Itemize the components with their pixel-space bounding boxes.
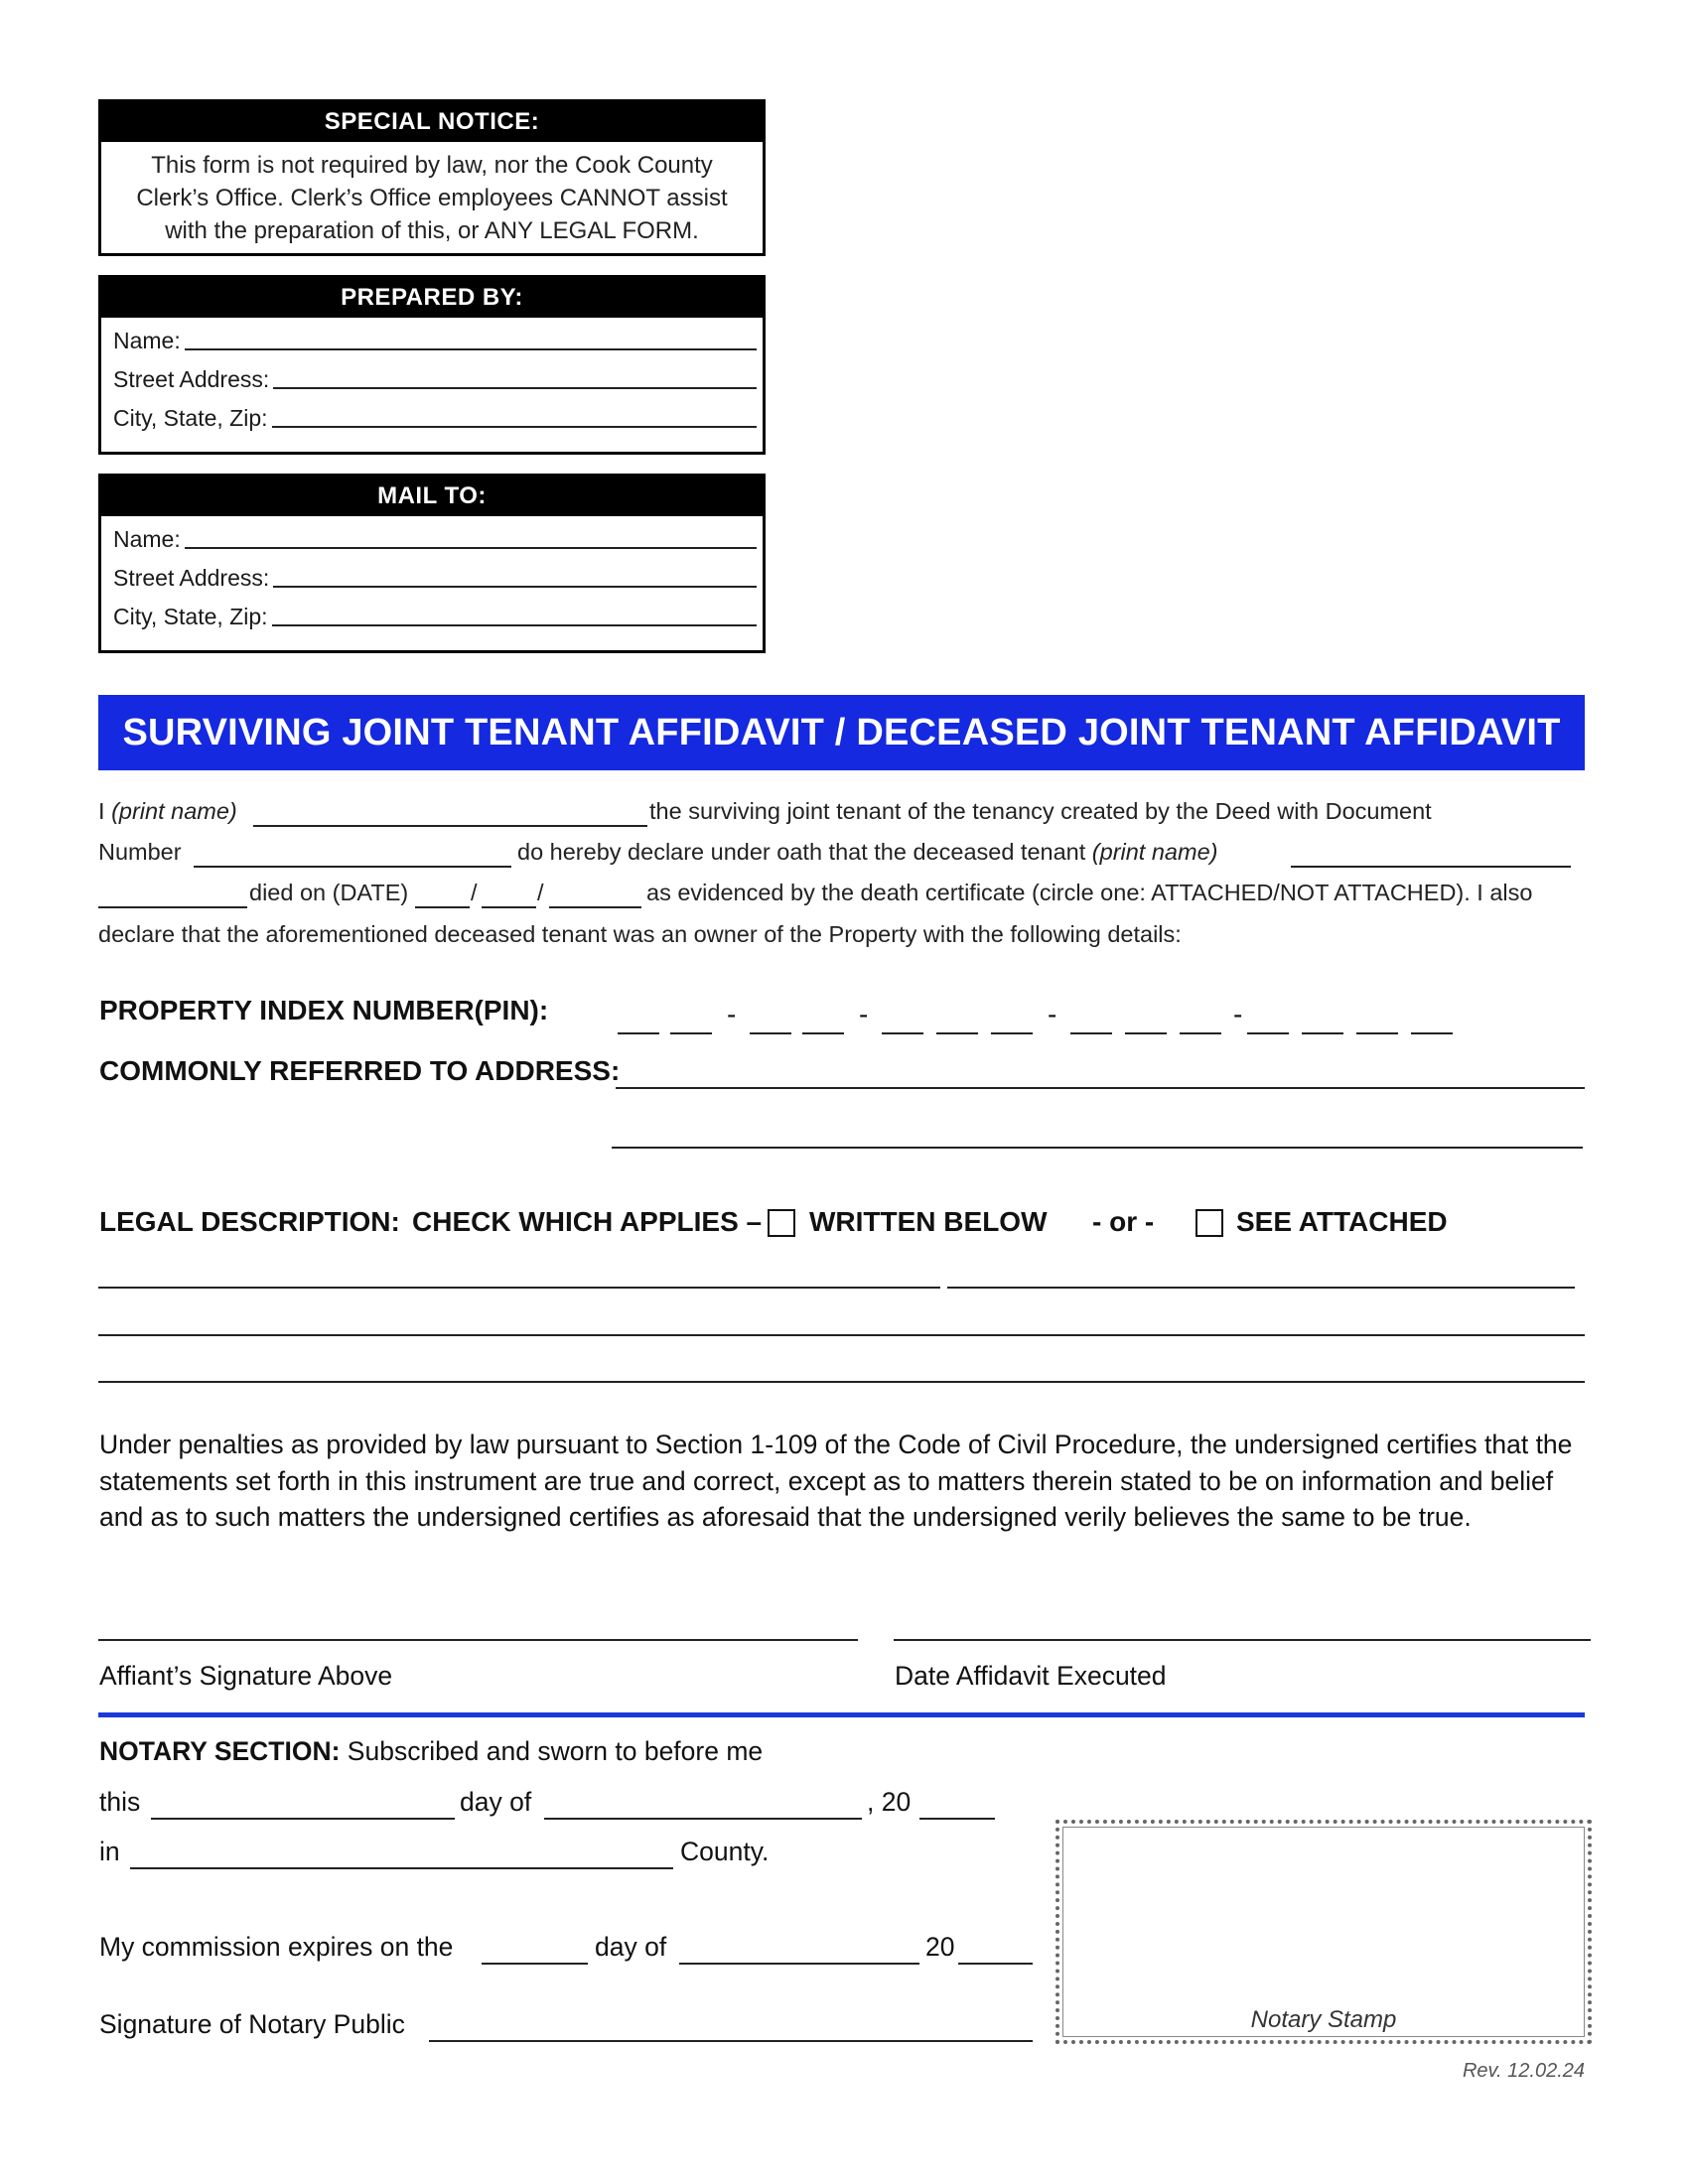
pin-digit[interactable] bbox=[670, 1032, 712, 1034]
commission-day-field[interactable] bbox=[482, 1963, 588, 1965]
notary-comma-20: , 20 bbox=[867, 1787, 912, 1817]
notary-stamp-box bbox=[1055, 1820, 1592, 2044]
special-notice-line: with the preparation of this, or ANY LEGAL FORM. bbox=[165, 217, 699, 244]
special-notice-box bbox=[98, 99, 766, 256]
date-slash-1: / bbox=[471, 880, 478, 905]
commission-year-field[interactable] bbox=[958, 1963, 1033, 1965]
decl-line2-text: do hereby declare under oath that the deceased tenant bbox=[517, 839, 1092, 865]
deceased-tenant-name-field-cont[interactable] bbox=[98, 906, 247, 908]
mail-to-name-row bbox=[101, 516, 763, 555]
see-attached-label: SEE ATTACHED bbox=[1236, 1206, 1448, 1237]
pin-dash: - bbox=[1048, 999, 1057, 1029]
decl-print-name-1: (print name) bbox=[111, 798, 237, 824]
decl-line3-rest: as evidenced by the death certificate (circle one: ATTACHED/NOT ATTACHED). I also bbox=[646, 880, 1533, 905]
mail-to-box bbox=[98, 474, 766, 653]
pin-dash: - bbox=[727, 999, 737, 1029]
legal-description-line[interactable] bbox=[947, 1287, 1575, 1289]
notary-commission-label: My commission expires on the bbox=[99, 1932, 454, 1962]
pin-digit[interactable] bbox=[1302, 1032, 1343, 1034]
mail-to-city-field[interactable] bbox=[272, 624, 757, 626]
commission-month-field[interactable] bbox=[679, 1963, 919, 1965]
pin-dash: - bbox=[859, 999, 869, 1029]
revision-label: Rev. 12.02.24 bbox=[1462, 2060, 1585, 2082]
decl-line4: declare that the aforementioned deceased tenant was an owner of the Property with the following details: bbox=[98, 921, 1182, 947]
written-below-label: WRITTEN BELOW bbox=[809, 1206, 1048, 1237]
pin-digit[interactable] bbox=[618, 1032, 659, 1034]
form-title-banner: SURVIVING JOINT TENANT AFFIDAVIT / DECEASED JOINT TENANT AFFIDAVIT bbox=[98, 695, 1585, 770]
mail-to-street-row bbox=[101, 555, 763, 594]
date-slash-2: / bbox=[537, 880, 544, 905]
date-executed-field[interactable] bbox=[894, 1639, 1591, 1641]
death-date-month-field[interactable] bbox=[415, 906, 470, 908]
document-number-field[interactable] bbox=[194, 866, 511, 868]
prepared-by-street-label: Street Address: bbox=[113, 366, 270, 392]
prepared-by-street-field[interactable] bbox=[273, 387, 757, 389]
notary-signature-label: Signature of Notary Public bbox=[99, 2009, 405, 2039]
mail-to-title: MAIL TO: bbox=[101, 477, 763, 516]
prepared-by-name-field[interactable] bbox=[185, 348, 757, 350]
special-notice-line: This form is not required by law, nor the Cook County bbox=[151, 152, 713, 179]
section-divider bbox=[98, 1712, 1585, 1717]
decl-i: I bbox=[98, 798, 112, 824]
check-which-applies: CHECK WHICH APPLIES – bbox=[412, 1206, 763, 1237]
affiant-signature-field[interactable] bbox=[98, 1639, 858, 1641]
prepared-by-name-row bbox=[101, 318, 763, 356]
pin-dash: - bbox=[1233, 999, 1243, 1029]
commission-20: 20 bbox=[925, 1932, 955, 1962]
legal-description-label: LEGAL DESCRIPTION: bbox=[99, 1206, 400, 1237]
written-below-checkbox[interactable] bbox=[768, 1209, 795, 1237]
notary-county-field[interactable] bbox=[130, 1867, 673, 1869]
legal-description-line[interactable] bbox=[98, 1334, 1585, 1336]
decl-died-on: died on (DATE) bbox=[249, 880, 409, 905]
address-field-line1[interactable] bbox=[616, 1087, 1585, 1089]
notary-month-field[interactable] bbox=[544, 1818, 862, 1820]
pin-digit[interactable] bbox=[1180, 1032, 1221, 1034]
pin-digit[interactable] bbox=[1411, 1032, 1453, 1034]
mail-to-street-label: Street Address: bbox=[113, 565, 270, 591]
death-date-day-field[interactable] bbox=[482, 906, 536, 908]
address-label: COMMONLY REFERRED TO ADDRESS: bbox=[99, 1055, 621, 1086]
mail-to-city-row bbox=[101, 594, 763, 632]
notary-heading bbox=[99, 1736, 763, 1767]
decl-print-name-2: (print name) bbox=[1091, 839, 1218, 865]
decl-line1-start bbox=[98, 798, 237, 825]
legal-description-line[interactable] bbox=[98, 1287, 940, 1289]
decl-number-label: Number bbox=[98, 839, 182, 865]
prepared-by-box bbox=[98, 275, 766, 455]
notary-day-of: day of bbox=[460, 1787, 532, 1817]
pin-digit[interactable] bbox=[1356, 1032, 1398, 1034]
deceased-tenant-name-field[interactable] bbox=[1291, 866, 1571, 868]
surviving-tenant-name-field[interactable] bbox=[253, 825, 647, 827]
mail-to-city-label: City, State, Zip: bbox=[113, 604, 268, 629]
prepared-by-city-row bbox=[101, 395, 763, 434]
death-date-year-field[interactable] bbox=[549, 906, 641, 908]
notary-day-field[interactable] bbox=[151, 1818, 455, 1820]
prepared-by-name-label: Name: bbox=[113, 328, 181, 353]
mail-to-name-label: Name: bbox=[113, 526, 181, 552]
pin-label: PROPERTY INDEX NUMBER(PIN): bbox=[99, 995, 549, 1025]
prepared-by-title: PREPARED BY: bbox=[101, 278, 763, 318]
affiant-signature-label: Affiant’s Signature Above bbox=[99, 1661, 393, 1691]
special-notice-text bbox=[101, 142, 763, 247]
notary-heading-bold: NOTARY SECTION: bbox=[99, 1736, 341, 1766]
pin-digit[interactable] bbox=[991, 1032, 1033, 1034]
legal-description-line[interactable] bbox=[98, 1381, 1585, 1383]
notary-heading-rest: Subscribed and sworn to before me bbox=[340, 1736, 764, 1766]
pin-field[interactable] bbox=[616, 999, 1470, 1034]
pin-digit[interactable] bbox=[1125, 1032, 1167, 1034]
pin-digit[interactable] bbox=[1247, 1032, 1289, 1034]
prepared-by-street-row bbox=[101, 356, 763, 395]
prepared-by-city-label: City, State, Zip: bbox=[113, 405, 268, 431]
pin-digit[interactable] bbox=[1070, 1032, 1112, 1034]
notary-county-label: County. bbox=[680, 1837, 770, 1866]
pin-digit[interactable] bbox=[750, 1032, 791, 1034]
certification-paragraph: Under penalties as provided by law pursuant to Section 1-109 of the Code of Civil Procedure, the undersigned certifies that the statements set forth in this instrument are true and correct, except as to matters therein stated to be on information and belief and as to such matters the undersigned certifies as aforesaid that the undersigned verily believes the same to be true. bbox=[99, 1430, 1573, 1532]
special-notice-title: SPECIAL NOTICE: bbox=[101, 102, 763, 142]
commission-day-of: day of bbox=[595, 1932, 667, 1962]
decl-line2-mid bbox=[517, 839, 1217, 866]
mail-to-name-field[interactable] bbox=[185, 547, 757, 549]
notary-in: in bbox=[99, 1837, 120, 1866]
mail-to-street-field[interactable] bbox=[273, 586, 757, 588]
notary-year-field[interactable] bbox=[919, 1818, 995, 1820]
pin-digit[interactable] bbox=[936, 1032, 978, 1034]
pin-digit[interactable] bbox=[802, 1032, 844, 1034]
notary-signature-field[interactable] bbox=[429, 2040, 1033, 2042]
decl-line1-rest: the surviving joint tenant of the tenancy created by the Deed with Document bbox=[649, 798, 1432, 824]
notary-this: this bbox=[99, 1787, 141, 1817]
pin-digit[interactable] bbox=[882, 1032, 923, 1034]
or-separator: - or - bbox=[1092, 1206, 1155, 1237]
special-notice-line: Clerk’s Office. Clerk’s Office employees CANNOT assist bbox=[136, 185, 728, 211]
see-attached-checkbox[interactable] bbox=[1196, 1209, 1223, 1237]
notary-stamp-label: Notary Stamp bbox=[1250, 2006, 1397, 2033]
prepared-by-city-field[interactable] bbox=[272, 426, 757, 428]
date-executed-label: Date Affidavit Executed bbox=[895, 1661, 1167, 1691]
address-field-line2[interactable] bbox=[612, 1147, 1583, 1149]
